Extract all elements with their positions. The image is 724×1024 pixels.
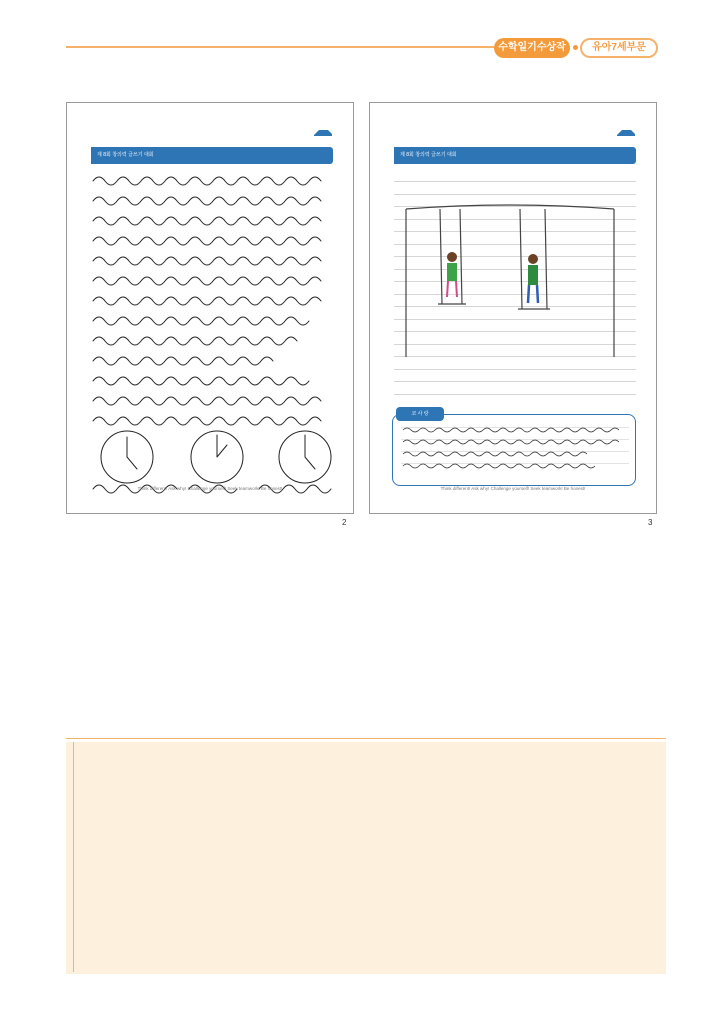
logo-icon xyxy=(616,129,636,137)
comment-handwriting xyxy=(401,421,629,473)
separator-dot xyxy=(573,45,578,50)
top-rule xyxy=(66,46,494,48)
note-area xyxy=(66,742,666,974)
page-number-right: 3 xyxy=(648,518,653,527)
logo-icon xyxy=(313,129,333,137)
handwriting-illustration xyxy=(89,167,335,497)
motto-text: Think different! Ask why! Challenge yourself! Seek teamwork! Be honest! xyxy=(440,486,586,491)
page-number-left: 2 xyxy=(342,518,347,527)
swing-drawing xyxy=(400,199,620,359)
page-title: 제 8회 창의력 글쓰기 대회 xyxy=(91,147,333,164)
teacher-comment-box xyxy=(392,414,636,486)
diary-page-left xyxy=(66,102,354,514)
note-left-rule xyxy=(73,742,74,972)
diary-page-right xyxy=(369,102,657,514)
motto-text: Think different! Ask why! Challenge yourself! Seek teamwork! Be honest! xyxy=(137,486,283,491)
comment-label: 코 사 랑 xyxy=(396,407,444,421)
note-top-rule xyxy=(66,738,666,739)
award-badge: 수학일기수상작 xyxy=(494,38,570,58)
page-title: 제 8회 창의력 글쓰기 대회 xyxy=(394,147,636,164)
category-badge: 유아7세부문 xyxy=(580,38,658,58)
